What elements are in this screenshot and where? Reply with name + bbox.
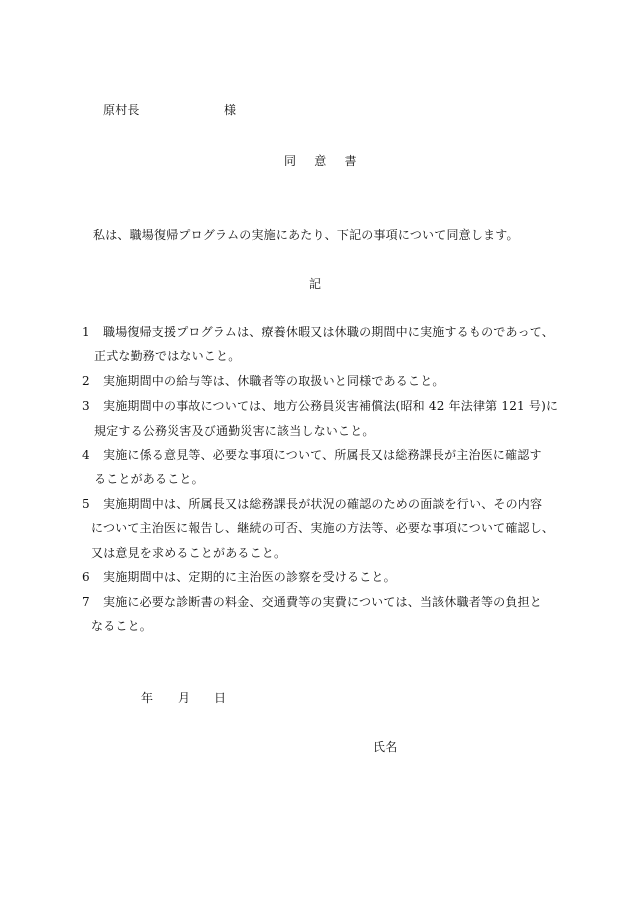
date-month-label: 月 <box>178 691 191 705</box>
item-5-line-3: 又は意見を求めることがあること。 <box>91 546 287 560</box>
item-2-line-1: 実施期間中の給与等は、休職者等の取扱いと同様であること。 <box>103 374 445 388</box>
item-6-line-1: 実施期間中は、定期的に主治医の診察を受けること。 <box>103 570 396 584</box>
item-4-line-2: ることがあること。 <box>94 472 204 486</box>
item-1-line-2: 正式な勤務ではないこと。 <box>94 349 241 363</box>
item-3-number: 3 <box>82 399 90 413</box>
item-7-number: 7 <box>82 595 90 609</box>
date-day-label: 日 <box>214 691 227 705</box>
title-char-1: 同 <box>284 154 297 168</box>
document-title <box>284 153 357 169</box>
ki-heading: 記 <box>309 277 322 291</box>
title-char-2: 意 <box>314 154 327 168</box>
item-1-line-1: 職場復帰支援プログラムは、療養休暇又は休職の期間中に実施するものであって、 <box>103 325 554 339</box>
item-3-line-1: 実施期間中の事故については、地方公務員災害補償法(昭和 42 年法律第 121 号)に <box>103 399 559 413</box>
signature-name-label: 氏名 <box>373 740 398 754</box>
addressee-name: 原村長 <box>103 103 140 117</box>
item-3-line-2: 規定する公務災害及び通勤災害に該当しないこと。 <box>94 424 375 438</box>
item-5-number: 5 <box>82 497 90 511</box>
item-5-line-2: について主治医に報告し、継続の可否、実施の方法等、必要な事項について確認し、 <box>91 521 555 535</box>
addressee-honorific: 様 <box>224 103 237 117</box>
item-5-line-1: 実施期間中は、所属長又は総務課長が状況の確認のための面談を行い、その内容 <box>103 497 543 511</box>
intro-text: 私は、職場復帰プログラムの実施にあたり、下記の事項について同意します。 <box>93 228 519 242</box>
date-year-label: 年 <box>141 691 154 705</box>
item-7-line-1: 実施に必要な診断書の料金、交通費等の実費については、当該休職者等の負担と <box>103 595 542 609</box>
item-4-number: 4 <box>82 448 90 462</box>
item-4-line-1: 実施に係る意見等、必要な事項について、所属長又は総務課長が主治医に確認す <box>103 448 542 462</box>
item-7-line-2: なること。 <box>91 619 153 633</box>
title-char-3: 書 <box>344 154 357 168</box>
item-1-number: 1 <box>82 325 90 339</box>
item-6-number: 6 <box>82 570 90 584</box>
item-2-number: 2 <box>82 374 90 388</box>
